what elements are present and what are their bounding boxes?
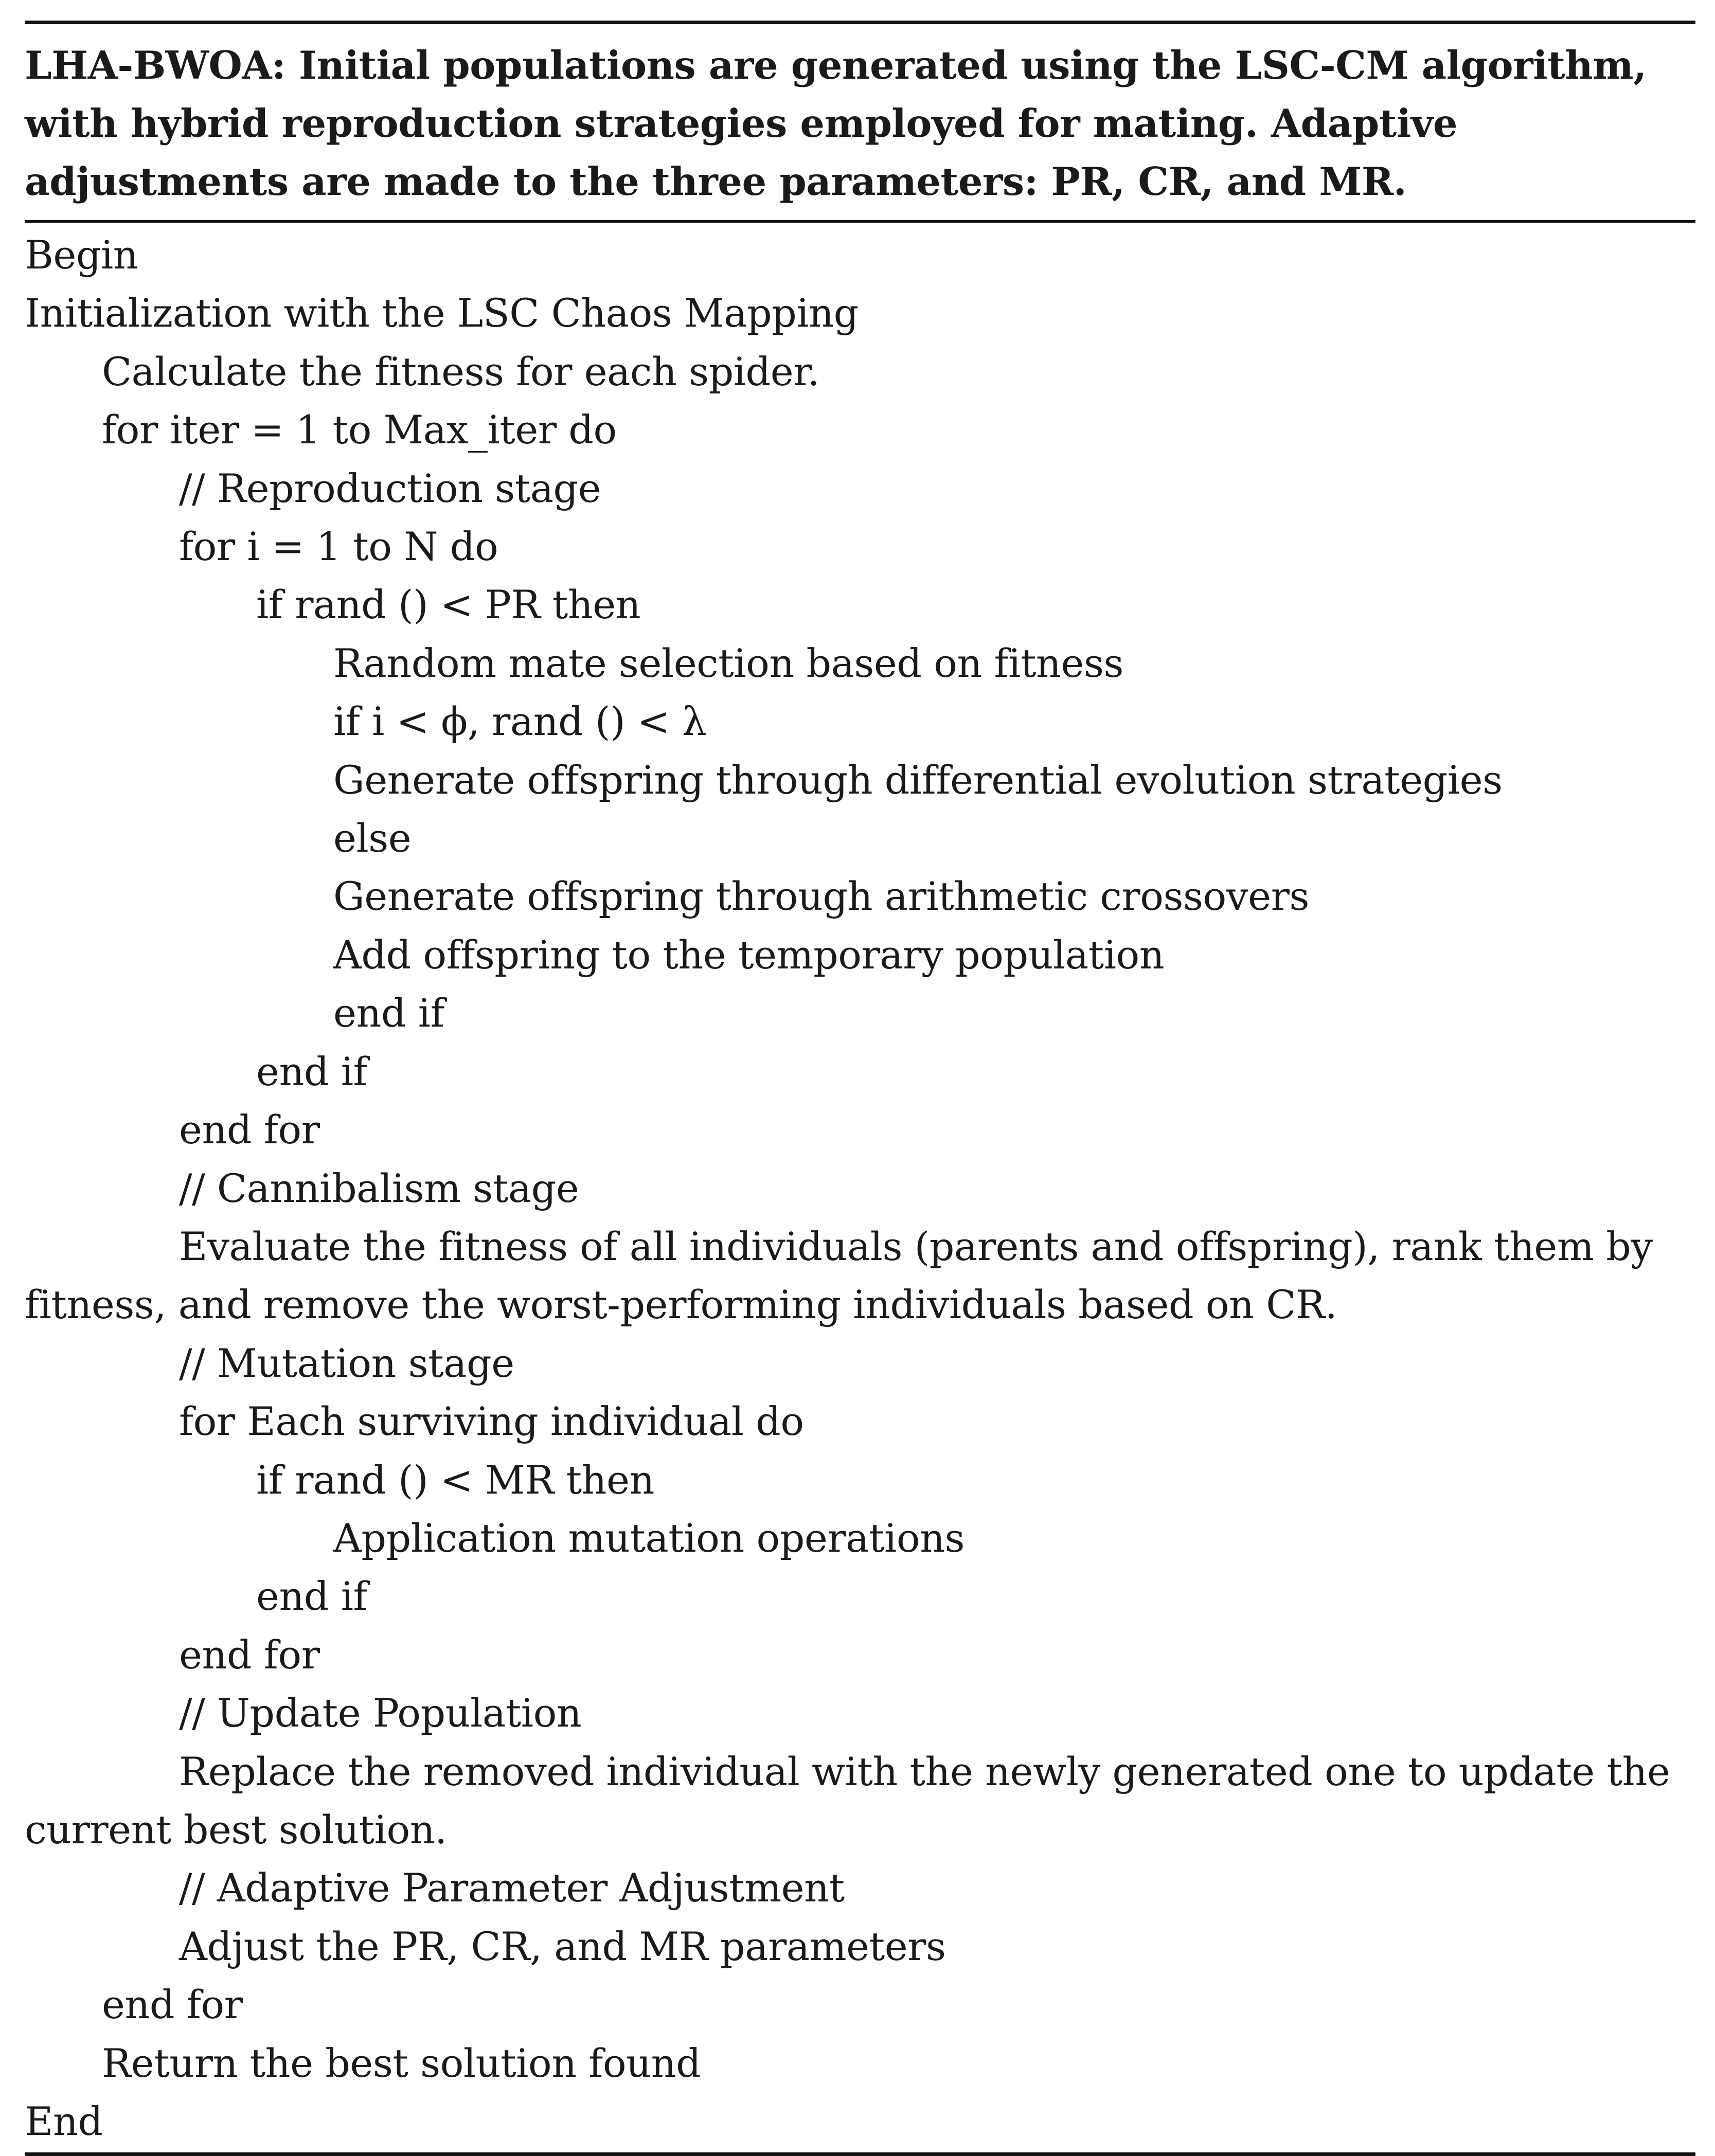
- algorithm-line: Random mate selection based on fitness: [333, 640, 1123, 686]
- algorithm-line: // Mutation stage: [179, 1340, 514, 1386]
- algorithm-line: else: [333, 815, 412, 861]
- algorithm-caption: LHA-BWOA: Initial populations are generated using the LSC-CM algorithm, with hybrid reproduction strategies employed for mating. Adaptive adjustments are made to the three parameters: PR, CR, and MR.: [25, 43, 1647, 204]
- algorithm-line: // Cannibalism stage: [179, 1165, 579, 1211]
- algorithm-line: Begin: [25, 232, 138, 278]
- algorithm-body: [25, 223, 1695, 2152]
- algorithm-line: Initialization with the LSC Chaos Mapping: [25, 290, 859, 336]
- algorithm-line: end if: [333, 990, 445, 1036]
- algorithm-line: Calculate the fitness for each spider.: [102, 348, 820, 394]
- algorithm-line: end for: [102, 1982, 243, 2028]
- algorithm-box: [25, 21, 1695, 2156]
- algorithm-line: End: [25, 2098, 103, 2144]
- algorithm-line: for iter = 1 to Max_iter do: [102, 407, 617, 453]
- bottom-rule: [25, 2152, 1695, 2156]
- algorithm-line: for Each surviving individual do: [179, 1398, 804, 1445]
- algorithm-line: // Adaptive Parameter Adjustment: [179, 1865, 845, 1911]
- algorithm-line: Add offspring to the temporary population: [333, 931, 1165, 978]
- algorithm-line: // Reproduction stage: [179, 465, 601, 511]
- algorithm-line: end if: [256, 1048, 368, 1094]
- algorithm-line: Adjust the PR, CR, and MR parameters: [179, 1923, 946, 1969]
- algorithm-line: Evaluate the fitness of all individuals (parents and offspring), rank them by fitness, and remove the worst-performing individuals based on CR.: [25, 1223, 1653, 1328]
- algorithm-line: Generate offspring through arithmetic crossovers: [333, 873, 1309, 920]
- algorithm-line: for i = 1 to N do: [179, 524, 498, 570]
- algorithm-line: // Update Population: [179, 1690, 582, 1736]
- algorithm-line: Application mutation operations: [333, 1515, 965, 1561]
- algorithm-line: if i < ϕ, rand () < λ: [333, 698, 707, 745]
- algorithm-line: end for: [179, 1107, 320, 1153]
- algorithm-line: end for: [179, 1631, 320, 1678]
- algorithm-line: if rand () < PR then: [256, 582, 641, 628]
- algorithm-line: Replace the removed individual with the newly generated one to update the current best solution.: [25, 1748, 1670, 1853]
- algorithm-line: if rand () < MR then: [256, 1457, 654, 1503]
- top-rule: [25, 21, 1695, 24]
- algorithm-line: Return the best solution found: [102, 2040, 701, 2086]
- algorithm-line: Generate offspring through differential evolution strategies: [333, 757, 1503, 803]
- algorithm-line: end if: [256, 1573, 368, 1620]
